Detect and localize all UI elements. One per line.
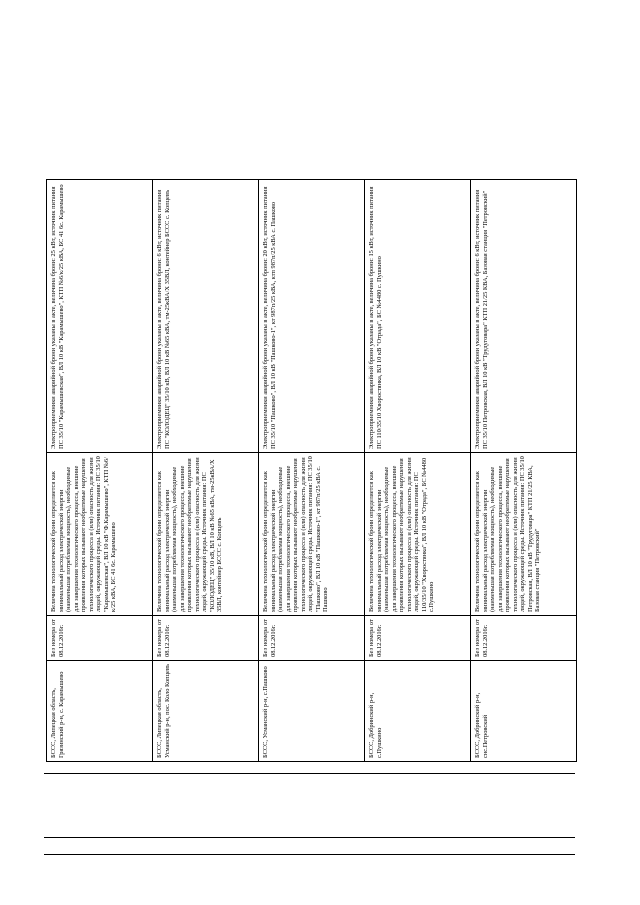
divider-line — [44, 837, 575, 838]
cell-note: Электроприемники аварийной брони указаны в акте, величина брони: 6 кВт, источник питания ПС 35/10 Петровская, ВЛ 10 кВ "Трудуговара" КТП 21/25 КВА, Базовая станция "Петровский" — [471, 180, 577, 453]
divider-line — [44, 854, 575, 855]
cell-number: Без номера от 08.12.2016г. — [259, 616, 365, 661]
cell-note: Электроприемники аварийной брони указаны в акте, величина брони: 25 кВт, источник питания ПС 35/10 "Карамышевская", ВЛ 10 кВ "Карамышево", КТП №6/к/25 кВА, БС 41 6с. Карамышево — [47, 180, 153, 453]
cell-object: БССС, Липецкая область, Грязинский р-н, с. Карамышево — [47, 661, 153, 762]
table-row — [259, 180, 365, 762]
cell-description: Величина технологической брони определяется как минимальный расход электрической энергии (наименьшая потребляемая мощность), необходимые для завершения технологического процесса, внешние проявления которых вызывают необратимые нарушения технологического процесса и (или) опасность для жизни людей, окружающей среды. Источник питания: ПС 110/35/10 "Хворостянка", ВЛ 10 кВ "Отрада", БС №4480 с.Пушкино — [365, 453, 471, 616]
reservation-table — [46, 179, 577, 762]
table-row — [365, 180, 471, 762]
cell-description: Величина технологической брони определяется как минимальный расход электрической энергии (наименьшая потребляемая мощность), необходимые для завершения технологического процесса, внешние проявления которых вызывают необратимые нарушения технологического процесса и (или) опасность для жизни людей, окружающей среды. Источник питания: ПС 35/10 Петровская, ВЛ 10 кВ "Трудуговара" КТП 21/25 КВА, Базовая станция "Петровский" — [471, 453, 577, 616]
cell-object: БССС, Липецкая область, Усманский р-н, пос. Коло Копцевъ — [153, 661, 259, 762]
cell-number: Без номера от 08.12.2016г. — [471, 616, 577, 661]
cell-object: БССС, Добринский р-н, с.Пушкино — [365, 661, 471, 762]
cell-note: Электроприемники аварийной брони указаны в акте, величина брони: 15 кВт, источник питания ПС 110/35/10 Хворостянка, ВЛ 10 кВ "Отрада", БС №4480 с. Пушкино — [365, 180, 471, 453]
cell-object: БССС, Добринский р-н, снс.Петровский — [471, 661, 577, 762]
cell-number: Без номера от 08.12.2016г. — [47, 616, 153, 661]
cell-number: Без номера от 08.12.2016г. — [153, 616, 259, 661]
divider-line — [44, 773, 575, 774]
cell-number: Без номера от 08.12.2016г. — [365, 616, 471, 661]
cell-note: Электроприемники аварийной брони указаны в акте, величина брони: 20 кВт, источник питания ПС 35/10 "Пашково", ВЛ 10 кВ "Пашково-1", кт 987п/25 кВА, ктп 987п/25 кВА с. Пашково — [259, 180, 365, 453]
table-row — [471, 180, 577, 762]
cell-description: Величина технологической брони определяется как минимальный расход электрической энергии (наименьшая потребляемая мощность), необходимые для завершения технологического процесса, внешние проявления которых вызывают необратимые нарушения технологического процесса и (или) опасность для жизни людей, окружающей среды. Источник питания: ПС 35/10 "Карамышевская", ВЛ 10 кВ "Ф.Карамышево", КТП №6/к/25 кВА, БС 41 6с. Карамышево — [47, 453, 153, 616]
cell-object: БССС, Усманский р-н, с.Пашково — [259, 661, 365, 762]
table-row — [47, 180, 153, 762]
cell-description: Величина технологической брони определяется как минимальный расход электрической энергии (наименьшая потребляемая мощность), необходимые для завершения технологического процесса, внешние проявления которых вызывают необратимые нарушения технологического процесса и (или) опасность для жизни людей, окружающей среды. Источник питания: ПС 35/10 "Пашково", ВЛ 10 кВ "Пашково-1", кт 987п/25 кВА с. Пашково — [259, 453, 365, 616]
cell-note: Электроприемники аварийной брони указаны в акте, величина брони: 6 кВт, источник питания ПС "КОЛОДЕЦ" 35/10 кВ, ВЛ 10 кВ №65 кВА, тм-25кВА/Х 35ВЛ, контейнер БССС с. Копцевъ — [153, 180, 259, 453]
table-row — [153, 180, 259, 762]
cell-description: Величина технологической брони определяется как минимальный расход электрической энергии (наименьшая потребляемая мощность), необходимые для завершения технологического процесса, внешние проявления которых вызывают необратимые нарушения технологического процесса и (или) опасность для жизни людей, окружающей среды. Источник питания: ПС "КОЛОДЕЦ" 35/10 кВ, ВЛ 10 кВ №65 кВА, тм-25кВА/Х 35ВЛ, контейнер БССС с. Копцевъ — [153, 453, 259, 616]
rotated-table-frame — [46, 180, 576, 762]
